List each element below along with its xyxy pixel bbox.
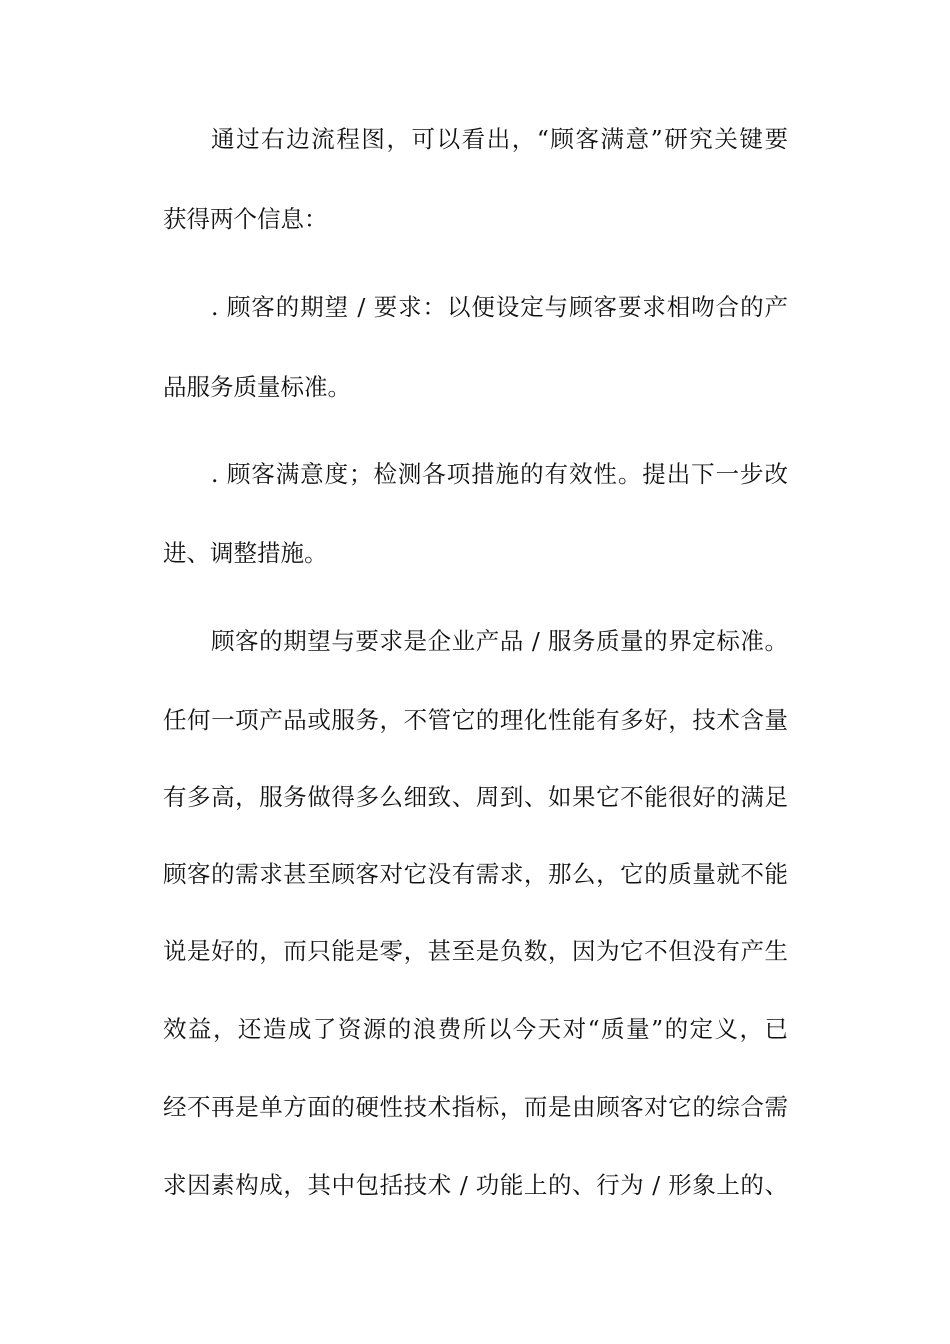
- text-line: 经不再是单方面的硬性技术指标，而是由顾客对它的综合需: [163, 1093, 788, 1121]
- text-line: 顾客的期望与要求是企业产品 / 服务质量的界定标准。: [211, 627, 788, 655]
- text-line: 顾客的需求甚至顾客对它没有需求，那么，它的质量就不能: [163, 860, 788, 888]
- text-line: 获得两个信息：: [163, 205, 328, 233]
- text-line: 效益，还造成了资源的浪费所以今天对“质量”的定义，已: [163, 1015, 788, 1043]
- text-line: . 顾客满意度；检测各项措施的有效性。提出下一步改: [211, 460, 788, 488]
- text-line: 有多高，服务做得多么细致、周到、如果它不能很好的满足: [163, 783, 788, 811]
- text-line: . 顾客的期望 / 要求：以便设定与顾客要求相吻合的产: [211, 293, 788, 321]
- text-line: 进、调整措施。: [163, 539, 328, 567]
- text-line: 任何一项产品或服务，不管它的理化性能有多好，技术含量: [163, 706, 788, 734]
- text-line: 通过右边流程图，可以看出，“顾客满意”研究关键要: [211, 125, 788, 153]
- text-line: 求因素构成，其中包括技术 / 功能上的、行为 / 形象上的、: [163, 1171, 788, 1199]
- text-line: 品服务质量标准。: [163, 373, 351, 401]
- text-line: 说是好的，而只能是零，甚至是负数，因为它不但没有产生: [163, 937, 788, 965]
